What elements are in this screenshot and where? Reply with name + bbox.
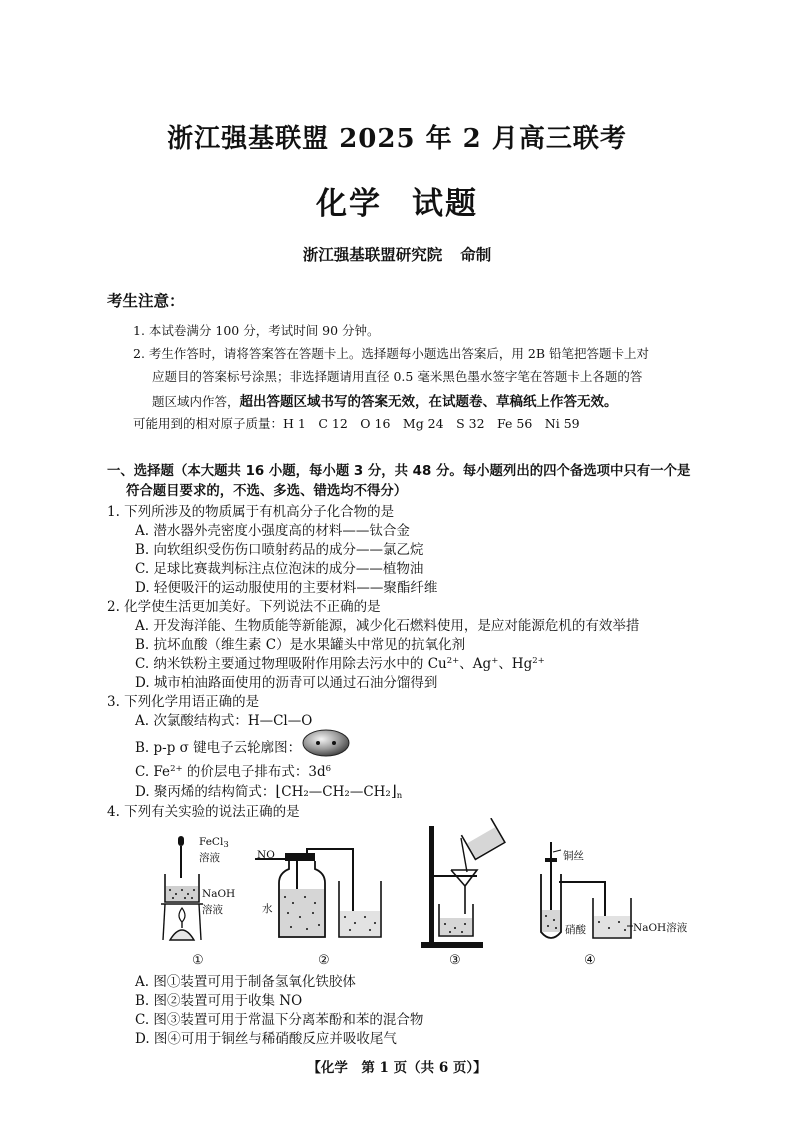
notice-item-1: 1. 本试卷满分 100 分，考试时间 90 分钟。 xyxy=(133,323,380,338)
section-heading-line-1: 一、选择题（本大题共 16 小题，每小题 3 分，共 48 分。每小题列出的四个备选项中只有一个是 xyxy=(107,464,691,479)
fig4-nitric-acid-label: 硝酸 xyxy=(565,924,586,936)
q2-option-c-text: C. 纳米铁粉主要通过物理吸附作用除去污水中的 Cu xyxy=(135,656,447,672)
q2-option-d: D. 城市柏油路面使用的沥青可以通过石油分馏得到 xyxy=(135,675,438,691)
fig-number-1: ① xyxy=(192,953,204,968)
q4-option-b: B. 图②装置可用于收集 NO xyxy=(135,993,303,1009)
q3-option-d xyxy=(135,780,402,800)
q2-ion-sep-2: 、Hg xyxy=(498,656,533,672)
q1-option-b: B. 向软组织受伤伤口喷射药品的成分——氯乙烷 xyxy=(135,542,424,558)
q1-stem: 1. 下列所涉及的物质属于有机高分子化合物的是 xyxy=(107,504,395,520)
q4-stem: 4. 下列有关实验的说法正确的是 xyxy=(107,804,300,820)
fig2-water-label: 水 xyxy=(262,903,273,915)
fig-number-4: ④ xyxy=(584,953,596,968)
q1-option-d: D. 轻便吸汗的运动服使用的主要材料——聚酯纤维 xyxy=(135,580,438,596)
polymer-left-bracket-icon: ⌊ xyxy=(275,782,282,800)
q4-option-c: C. 图③装置可用于常温下分离苯酚和苯的混合物 xyxy=(135,1012,424,1028)
q3-option-d-text: D. 聚丙烯的结构简式： xyxy=(135,784,276,800)
apparatus-figure-3 xyxy=(415,818,515,950)
q4-option-d: D. 图④可用于铜丝与稀硝酸反应并吸收尾气 xyxy=(135,1031,397,1047)
q3-fe-charge: 2+ xyxy=(170,764,183,774)
q4-option-a: A. 图①装置可用于制备氢氧化铁胶体 xyxy=(135,974,356,990)
q3-option-b: B. p-p σ 键电子云轮廓图： xyxy=(135,740,302,756)
atomic-masses: 可能用到的相对原子质量：H 1 C 12 O 16 Mg 24 S 32 Fe 56 Ni 59 xyxy=(133,416,580,431)
exam-title: 浙江强基联盟 2025 年 2 月高三联考 xyxy=(167,124,627,154)
q3-polymer-n: n xyxy=(396,791,403,801)
q3-d-exponent: 6 xyxy=(325,764,332,774)
fig1-solution-label-2: 溶液 xyxy=(202,904,223,916)
q3-polymer-formula: CH₂—CH₂—CH₂ xyxy=(281,784,391,800)
author-role: 命制 xyxy=(460,245,492,264)
fig1-solution-label: 溶液 xyxy=(199,852,220,864)
fig4-copper-wire-label: 铜丝 xyxy=(563,850,584,862)
notice-warning: 超出答题区域书写的答案无效，在试题卷、草稿纸上作答无效。 xyxy=(239,394,618,410)
fig1-fecl3-label: FeCl$_3$ xyxy=(199,836,229,850)
author-org: 浙江强基联盟研究院 xyxy=(302,245,443,264)
subject-title xyxy=(0,178,794,223)
notice-heading: 考生注意： xyxy=(107,291,185,310)
page-footer: 【化学 第 1 页（共 6 页）】 xyxy=(307,1060,487,1076)
q3-option-c xyxy=(135,760,331,780)
notice-item-2-line-2: 应题目的答案标号涂黑；非选择题请用直径 0.5 毫米黑色墨水签字笔在答题卡上各题的答 xyxy=(152,369,643,384)
q2-ion-charge-2: + xyxy=(491,656,499,666)
apparatus-figure-2 xyxy=(255,845,390,945)
q2-stem: 2. 化学使生活更加美好。下列说法不正确的是 xyxy=(107,599,381,615)
sigma-bond-cloud-icon xyxy=(300,727,352,759)
notice-line-3-start: 题区域内作答， xyxy=(152,394,240,409)
q3-stem: 3. 下列化学用语正确的是 xyxy=(107,694,260,710)
q1-option-a: A. 潜水器外壳密度小强度高的材料——钛合金 xyxy=(135,523,410,539)
q1-option-c: C. 足球比赛裁判标注点位泡沫的成分——植物油 xyxy=(135,561,424,577)
fig-number-2: ② xyxy=(318,953,330,968)
q3-option-a: A. 次氯酸结构式：H—Cl—O xyxy=(135,713,313,729)
q3-option-c-mid: 的价层电子排布式：3d xyxy=(182,764,326,780)
subject-name: 化学 xyxy=(316,186,382,222)
notice-item-2-line-3 xyxy=(152,390,618,410)
author-line xyxy=(0,243,794,265)
q2-option-b: B. 抗坏血酸（维生素 C）是水果罐头中常见的抗氧化剂 xyxy=(135,637,466,653)
q2-ion-charge-1: 2+ xyxy=(446,656,460,666)
section-heading-line-2: 符合题目要求的，不选、多选、错选均不得分） xyxy=(126,484,408,499)
fig-number-3: ③ xyxy=(449,953,461,968)
q2-ion-sep-1: 、Ag xyxy=(459,656,492,672)
polymer-right-bracket-icon: ⌋ xyxy=(390,782,397,800)
fig1-naoh-label: NaOH xyxy=(202,888,236,900)
q3-option-c-text: C. Fe xyxy=(135,764,171,780)
fig4-naoh-solution-label: NaOH溶液 xyxy=(633,922,688,934)
subject-suffix: 试题 xyxy=(412,186,478,222)
q2-ion-charge-3: 2+ xyxy=(532,656,545,666)
notice-item-2-line-1: 2. 考生作答时，请将答案答在答题卡上。选择题每小题选出答案后，用 2B 铅笔把答题卡上对 xyxy=(133,346,649,361)
fig2-no-label: NO xyxy=(257,849,275,861)
q2-option-a: A. 开发海洋能、生物质能等新能源，减少化石燃料使用，是应对能源危机的有效举措 xyxy=(135,618,640,634)
q2-option-c xyxy=(135,652,545,672)
